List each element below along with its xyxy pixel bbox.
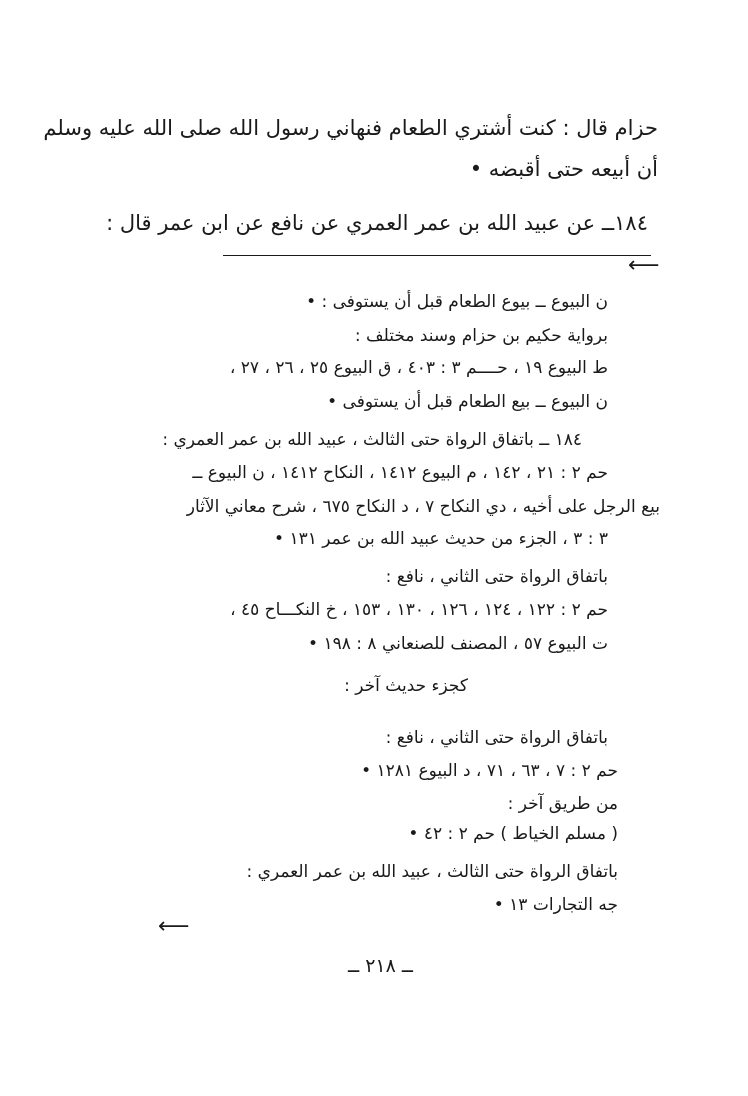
footnote-line-14: حم ٢ : ٧ ، ٦٣ ، ٧١ ، د البيوع ١٢٨١ • — [361, 761, 618, 781]
footnote-line-15: من طريق آخر : — [507, 794, 618, 814]
footnote-line-4: ن البيوع ــ بيع الطعام قبل أن يستوفى • — [327, 392, 608, 412]
main-text-line-2: أن أبيعه حتى أقبضه • — [469, 157, 658, 181]
main-text-line-1: حزام قال : كنت أشتري الطعام فنهاني رسول الله صلى الله عليه وسلم — [43, 116, 658, 140]
footnote-line-18: جه التجارات ١٣ • — [493, 895, 618, 915]
page-number: ــ ٢١٨ ــ — [348, 955, 413, 977]
footnote-line-3: ط البيوع ١٩ ، حــــم ٣ : ٤٠٣ ، ق البيوع ٢٥ ، ٢٦ ، ٢٧ ، — [229, 358, 608, 378]
footnote-line-12: كجزء حديث آخر : — [344, 676, 468, 696]
footnote-line-7: بيع الرجل على أخيه ، دي النكاح ٧ ، د النكاح ٦٧٥ ، شرح معاني الآثار — [186, 497, 660, 517]
arrow-left-icon: ⟵ — [628, 253, 660, 278]
footnote-separator — [223, 255, 651, 256]
footnote-line-5: ١٨٤ ــ باتفاق الرواة حتى الثالث ، عبيد الله بن عمر العمري : — [162, 430, 582, 450]
footnote-line-1: ن البيوع ــ بيوع الطعام قبل أن يستوفى : • — [306, 292, 608, 312]
footnote-line-16: ( مسلم الخياط ) حم ٢ : ٤٢ • — [408, 824, 618, 844]
footnote-line-9: باتفاق الرواة حتى الثاني ، نافع : — [385, 567, 608, 587]
footnote-line-10: حم ٢ : ١٢٢ ، ١٢٤ ، ١٢٦ ، ١٣٠ ، ١٥٣ ، خ النكـــاح ٤٥ ، — [230, 600, 608, 620]
footnote-line-2: برواية حكيم بن حزام وسند مختلف : — [354, 326, 608, 346]
footnote-line-17: باتفاق الرواة حتى الثالث ، عبيد الله بن عمر العمري : — [246, 862, 618, 882]
footnote-line-6: حم ٢ : ٢١ ، ١٤٢ ، م البيوع ١٤١٢ ، النكاح ١٤١٢ ، ن البيوع ــ — [192, 463, 608, 483]
hadith-heading-184: ١٨٤ــ عن عبيد الله بن عمر العمري عن نافع عن ابن عمر قال : — [106, 211, 648, 235]
footnote-line-13: باتفاق الرواة حتى الثاني ، نافع : — [385, 728, 608, 748]
arrow-left-icon: ⟵ — [158, 914, 190, 939]
footnote-line-11: ت البيوع ٥٧ ، المصنف للصنعاني ٨ : ١٩٨ • — [308, 634, 608, 654]
footnote-line-8: ٣ : ٣ ، الجزء من حديث عبيد الله بن عمر ١٣١ • — [274, 529, 608, 549]
